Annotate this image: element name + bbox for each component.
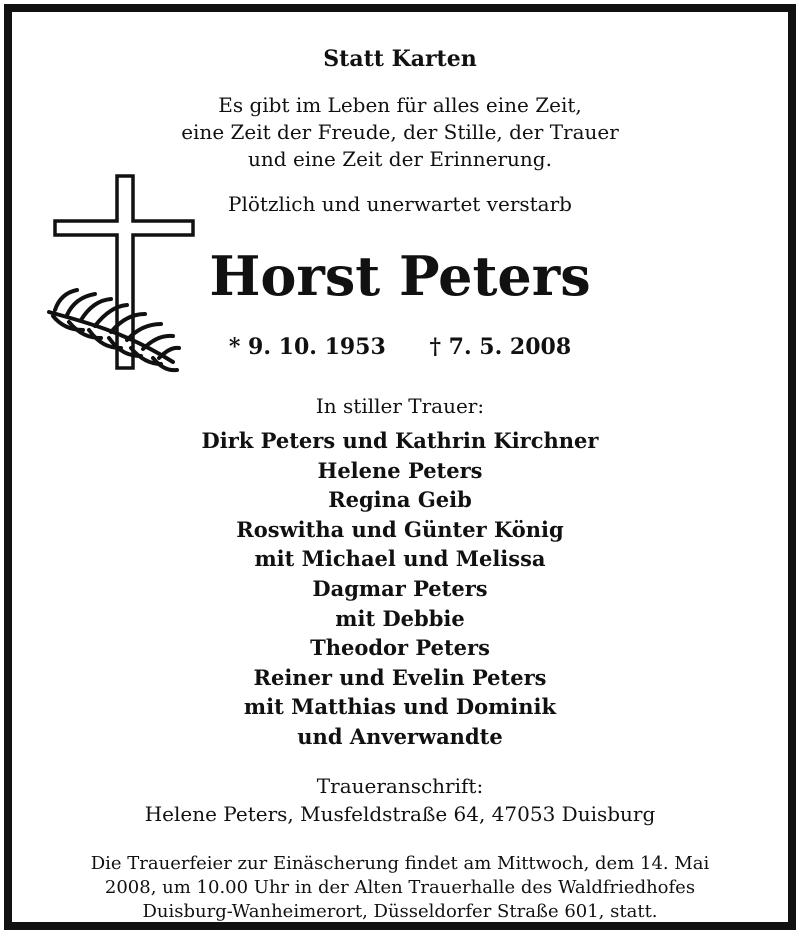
mourning-address: Helene Peters, Musfeldstraße 64, 47053 Duisburg — [144, 802, 656, 826]
mourners-list — [12, 426, 788, 752]
deceased-name: Horst Peters — [209, 244, 591, 308]
ceremony-details — [12, 852, 788, 924]
mourner-line: Helene Peters — [317, 457, 483, 483]
notice-header: Statt Karten — [323, 46, 477, 72]
obituary-frame — [4, 4, 796, 930]
address-label: Traueranschrift: — [316, 774, 484, 798]
intro-line: eine Zeit der Freude, der Stille, der Trauer — [181, 120, 619, 144]
mourner-line: Dirk Peters und Kathrin Kirchner — [201, 428, 599, 453]
mourner-line: Roswitha und Günter König — [236, 516, 564, 542]
mourner-line: mit Matthias und Dominik — [243, 694, 557, 720]
mourner-line: Regina Geib — [328, 487, 472, 513]
life-dates — [12, 334, 788, 360]
mourner-line: und Anverwandte — [297, 723, 503, 749]
mourning-label: In stiller Trauer: — [315, 394, 485, 418]
death-date: † 7. 5. 2008 — [429, 334, 572, 360]
announcement: Plötzlich und unerwartet verstarb — [228, 192, 572, 216]
mourner-line: mit Debbie — [335, 605, 465, 631]
mourner-line: Reiner und Evelin Peters — [253, 664, 547, 690]
birth-date: * 9. 10. 1953 — [228, 334, 386, 360]
ceremony-line: Duisburg-Wanheimerort, Düsseldorfer Straße 601, statt. — [142, 901, 658, 922]
mourner-line: mit Michael und Melissa — [254, 546, 546, 572]
intro-line: Es gibt im Leben für alles eine Zeit, — [218, 93, 582, 117]
ceremony-line: 2008, um 10.00 Uhr in der Alten Trauerhalle des Waldfriedhofes — [104, 877, 696, 898]
mourner-line: Theodor Peters — [310, 635, 490, 661]
intro-line: und eine Zeit der Erinnerung. — [248, 147, 552, 171]
mourner-line: Dagmar Peters — [312, 575, 488, 601]
ceremony-line: Die Trauerfeier zur Einäscherung findet am Mittwoch, dem 14. Mai — [90, 853, 710, 874]
intro-verse — [12, 92, 788, 173]
